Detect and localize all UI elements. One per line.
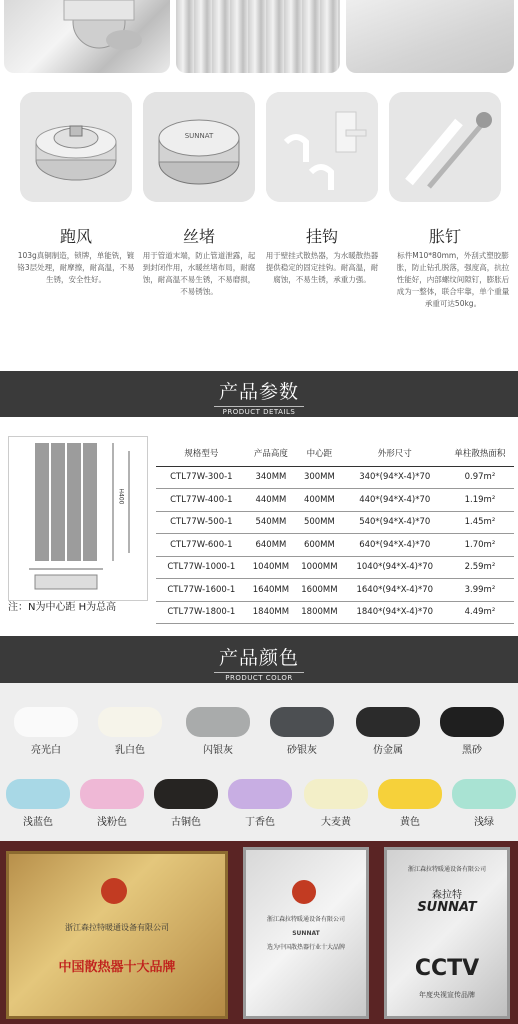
- spec-cell: 600MM: [295, 534, 343, 557]
- spec-cell: 0.97m²: [446, 466, 514, 489]
- accessory-title-plug: 丝堵: [182, 227, 215, 246]
- certificate-title: 年度央视宣传品牌: [419, 991, 475, 999]
- accessory-desc-vent: 103g真铜制造，锁牌，单能铣，镀铬3层处理，耐摩擦，耐高温，不易生锈，安全性好。: [17, 251, 135, 284]
- certificate-company: 浙江森拉特暖通设备有限公司: [407, 866, 486, 873]
- spec-row: [156, 511, 514, 534]
- spec-header-center: 中心距: [295, 440, 343, 466]
- certificate-brand: SUNNAT: [417, 900, 477, 915]
- spec-cell: 1640MM: [247, 579, 295, 602]
- spec-cell: CTL77W-1800-1: [156, 601, 247, 624]
- spec-cell: CTL77W-400-1: [156, 489, 247, 512]
- color-swatch-label: 大麦黄: [321, 817, 351, 828]
- color-swatch-label: 亮光白: [31, 745, 61, 756]
- radiator-column-photo: [176, 0, 340, 73]
- spec-cell: 340*(94*X-4)*70: [344, 466, 446, 489]
- spec-cell: 340MM: [247, 466, 295, 489]
- spec-cell: 1000MM: [295, 556, 343, 579]
- certificate-top-ten: [6, 851, 228, 1019]
- color-swatch: [80, 779, 144, 809]
- spec-cell: 540*(94*X-4)*70: [344, 511, 446, 534]
- certificate-industry: [243, 847, 369, 1019]
- spec-cell: 3.99m²: [446, 579, 514, 602]
- award-emblem-icon: [101, 878, 127, 904]
- spec-row: [156, 556, 514, 579]
- spec-cell: 400MM: [295, 489, 343, 512]
- radiator-diagram: [8, 436, 148, 601]
- hook-photo: [266, 92, 378, 202]
- color-swatch: [186, 707, 250, 737]
- spec-header-area: 单柱散热面积: [446, 440, 514, 466]
- spec-row: [156, 534, 514, 557]
- color-swatch: [228, 779, 292, 809]
- details-subtitle: PRODUCT DETAILS: [222, 408, 296, 416]
- color-swatch: [452, 779, 516, 809]
- color-subtitle: PRODUCT COLOR: [225, 674, 293, 682]
- color-swatch: [440, 707, 504, 737]
- spec-cell: CTL77W-600-1: [156, 534, 247, 557]
- spec-cell: 1600MM: [295, 579, 343, 602]
- color-swatch: [304, 779, 368, 809]
- certificates-area: [0, 841, 518, 1024]
- color-swatch-label: 仿金属: [373, 745, 403, 756]
- spec-cell: 1640*(94*X-4)*70: [344, 579, 446, 602]
- accessory-title-hook: 挂钩: [305, 227, 338, 246]
- color-banner: [0, 636, 518, 683]
- color-swatch-label: 黑砂: [462, 745, 482, 756]
- spec-cell: 1.70m²: [446, 534, 514, 557]
- details-note: 注：N为中心距 H为总高: [8, 602, 117, 613]
- certificate-brand-cn: 森拉特: [432, 890, 462, 901]
- spec-cell: 2.59m²: [446, 556, 514, 579]
- color-title: 产品颜色: [218, 647, 299, 669]
- spec-cell: 1040MM: [247, 556, 295, 579]
- cctv-logo: CCTV: [414, 956, 480, 981]
- spec-cell: 1840*(94*X-4)*70: [344, 601, 446, 624]
- color-swatch: [154, 779, 218, 809]
- spec-cell: 1840MM: [247, 601, 295, 624]
- air-vent-photo: [20, 92, 132, 202]
- spec-cell: 640MM: [247, 534, 295, 557]
- diagram-height-label: H400: [117, 488, 125, 505]
- spec-row: [156, 579, 514, 602]
- accessory-desc-anchor: 标件M10*80mm，外刮式塑胶膨胀，防止钻孔脱落，强度高，抗拉性能好，内部螺纹间隙钉，膨胀后成为一整体，联合牢靠，单个重量承重可达50kg。: [396, 251, 510, 308]
- spec-cell: CTL77W-1600-1: [156, 579, 247, 602]
- spec-row: [156, 466, 514, 489]
- spec-cell: 1.19m²: [446, 489, 514, 512]
- spec-cell: CTL77W-300-1: [156, 466, 247, 489]
- details-title: 产品参数: [218, 381, 299, 403]
- spec-cell: 300MM: [295, 466, 343, 489]
- spec-cell: CTL77W-1000-1: [156, 556, 247, 579]
- spec-header-height: 产品高度: [247, 440, 295, 466]
- certificate-company: 浙江森拉特暖通设备有限公司: [266, 916, 345, 923]
- certificate-brand: SUNNAT: [292, 930, 320, 937]
- accessory-desc-hook: 用于壁挂式散热器，为水暖散热器提供稳定的固定挂钩。耐高温，耐腐蚀，不易生锈，承重力强。: [265, 251, 379, 284]
- spec-cell: 440MM: [247, 489, 295, 512]
- spec-cell: 1.45m²: [446, 511, 514, 534]
- certificate-title: 选为中国散热器行业十大品牌: [266, 944, 345, 951]
- color-swatch-label: 乳白色: [115, 745, 145, 756]
- spec-cell: 1040*(94*X-4)*70: [344, 556, 446, 579]
- color-swatch-label: 浅绿: [474, 817, 494, 828]
- spec-cell: 540MM: [247, 511, 295, 534]
- color-swatch-label: 浅蓝色: [23, 817, 53, 828]
- color-swatch-label: 浅粉色: [97, 817, 127, 828]
- spec-cell: CTL77W-500-1: [156, 511, 247, 534]
- color-swatch: [98, 707, 162, 737]
- certificate-company: 浙江森拉特暖通设备有限公司: [65, 923, 169, 932]
- spec-header-row: [156, 440, 514, 466]
- color-swatch-label: 闪银灰: [203, 745, 233, 756]
- certificate-cctv: [384, 847, 510, 1019]
- details-banner: [0, 371, 518, 417]
- award-emblem-icon: [292, 880, 316, 904]
- color-swatch: [378, 779, 442, 809]
- spec-cell: 4.49m²: [446, 601, 514, 624]
- certificate-title: 中国散热器十大品牌: [58, 960, 176, 975]
- color-swatch-label: 古铜色: [171, 817, 201, 828]
- color-swatch: [6, 779, 70, 809]
- spec-cell: 640*(94*X-4)*70: [344, 534, 446, 557]
- spec-header-size: 外形尺寸: [344, 440, 446, 466]
- svg-text:SUNNAT: SUNNAT: [184, 132, 214, 140]
- top-photo-strip: [0, 0, 518, 75]
- spec-header-model: 规格型号: [156, 440, 247, 466]
- spec-cell: 1800MM: [295, 601, 343, 624]
- spec-table: [156, 440, 514, 624]
- plug-photo: [143, 92, 255, 202]
- accessory-desc-plug: 用于管道末端，防止管道泄露，起到封闭作用，水暖丝堵布局，耐腐蚀，耐高温不易生锈，不易磨损，不易锈蚀。: [142, 251, 256, 296]
- color-swatch-area: [0, 683, 518, 841]
- color-swatch: [14, 707, 78, 737]
- spec-row: [156, 601, 514, 624]
- color-swatch-label: 丁香色: [245, 817, 275, 828]
- accessory-title-anchor: 胀钉: [428, 227, 461, 246]
- radiator-corner-photo: [346, 0, 514, 73]
- anchor-bolt-photo: [389, 92, 501, 202]
- spec-row: [156, 489, 514, 512]
- accessory-title-vent: 跑风: [59, 227, 92, 246]
- spec-cell: 500MM: [295, 511, 343, 534]
- valve-photo: [4, 0, 170, 73]
- color-swatch: [356, 707, 420, 737]
- color-swatch: [270, 707, 334, 737]
- color-swatch-label: 黄色: [400, 817, 420, 828]
- color-swatch-label: 砂银灰: [287, 745, 317, 756]
- spec-cell: 440*(94*X-4)*70: [344, 489, 446, 512]
